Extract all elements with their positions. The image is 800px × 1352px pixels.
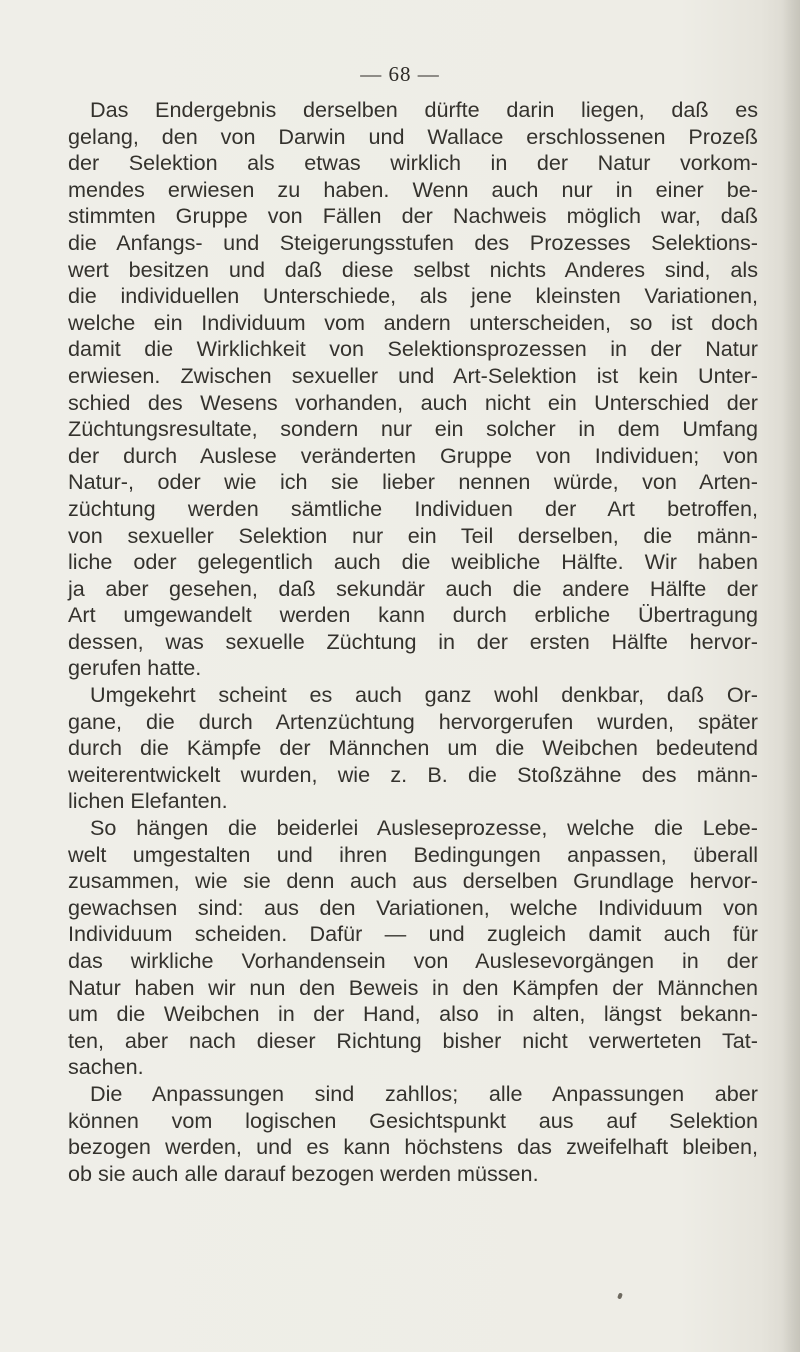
text-line: bezogen werden, und es kann höchstens das zweifelhaft bleiben,: [68, 1134, 758, 1160]
text-line: der Selektion als etwas wirklich in der Natur vorkom-: [68, 150, 758, 176]
text-line: damit die Wirklichkeit von Selektionsprozessen in der Natur: [68, 336, 758, 362]
text-line: züchtung werden sämtliche Individuen der Art betroffen,: [68, 495, 758, 521]
text-line: schied des Wesens vorhanden, auch nicht ein Unterschied der: [68, 389, 758, 415]
text-line: Züchtungsresultate, sondern nur ein solcher in dem Umfang: [68, 416, 758, 442]
text-line: die individuellen Unterschiede, als jene kleinsten Variationen,: [68, 283, 758, 309]
text-line: welche ein Individuum vom andern unterscheiden, so ist doch: [68, 309, 758, 335]
text-line: Natur haben wir nun den Beweis in den Kämpfen der Männchen: [68, 974, 758, 1000]
text-line: dessen, was sexuelle Züchtung in der ersten Hälfte hervor-: [68, 628, 758, 654]
text-line: wert besitzen und daß diese selbst nichts Anderes sind, als: [68, 256, 758, 282]
text-line: von sexueller Selektion nur ein Teil derselben, die männ-: [68, 522, 758, 548]
text-line: mendes erwiesen zu haben. Wenn auch nur in einer be-: [68, 176, 758, 202]
text-line: So hängen die beiderlei Ausleseprozesse, welche die Lebe-: [90, 815, 758, 841]
text-line: gerufen hatte.: [68, 655, 202, 681]
text-line: Die Anpassungen sind zahllos; alle Anpassungen aber: [90, 1080, 758, 1106]
text-line: um die Weibchen in der Hand, also in alten, längst bekann-: [68, 1001, 758, 1027]
text-line: können vom logischen Gesichtspunkt aus auf Selektion: [68, 1107, 758, 1133]
text-line: Natur-, oder wie ich sie lieber nennen würde, von Arten-: [68, 469, 758, 495]
text-line: Das Endergebnis derselben dürfte darin liegen, daß es: [90, 97, 758, 122]
text-line: liche oder gelegentlich auch die weibliche Hälfte. Wir haben: [68, 549, 758, 575]
text-line: Art umgewandelt werden kann durch erbliche Übertragung: [68, 602, 758, 628]
text-line: welt umgestalten und ihren Bedingungen anpassen, überall: [68, 841, 758, 867]
text-line: lichen Elefanten.: [68, 788, 228, 814]
text-line: gelang, den von Darwin und Wallace erschlossenen Prozeß: [68, 123, 758, 149]
text-line: gane, die durch Artenzüchtung hervorgerufen wurden, später: [68, 708, 758, 734]
body-text: [68, 97, 758, 1187]
text-line: gewachsen sind: aus den Variationen, welche Individuum von: [68, 894, 758, 920]
text-line: erwiesen. Zwischen sexueller und Art-Selektion ist kein Unter-: [68, 362, 758, 388]
text-line: ob sie auch alle darauf bezogen werden müssen.: [68, 1160, 539, 1186]
text-line: Individuum scheiden. Dafür — und zugleich damit auch für: [68, 921, 758, 947]
text-line: das wirkliche Vorhandensein von Auslesevorgängen in der: [68, 948, 758, 973]
text-line: weiterentwickelt wurden, wie z. B. die Stoßzähne des männ-: [68, 761, 758, 787]
text-line: stimmten Gruppe von Fällen der Nachweis möglich war, daß: [68, 203, 758, 229]
text-line: Umgekehrt scheint es auch ganz wohl denkbar, daß Or-: [90, 682, 758, 708]
text-line: zusammen, wie sie denn auch aus derselben Grundlage hervor-: [68, 868, 758, 894]
text-line: sachen.: [68, 1054, 144, 1080]
text-line: der durch Auslese veränderten Gruppe von Individuen; von: [68, 442, 758, 468]
page-edge-shadow: [782, 0, 800, 1352]
text-line: ja aber gesehen, daß sekundär auch die andere Hälfte der: [68, 575, 758, 601]
text-line: durch die Kämpfe der Männchen um die Weibchen bedeutend: [68, 735, 758, 761]
ink-speck: [617, 1292, 623, 1299]
text-line: die Anfangs- und Steigerungsstufen des Prozesses Selektions-: [68, 229, 758, 255]
page-number: — 68 —: [360, 62, 440, 86]
text-line: ten, aber nach dieser Richtung bisher nicht verwerteten Tat-: [68, 1027, 758, 1053]
